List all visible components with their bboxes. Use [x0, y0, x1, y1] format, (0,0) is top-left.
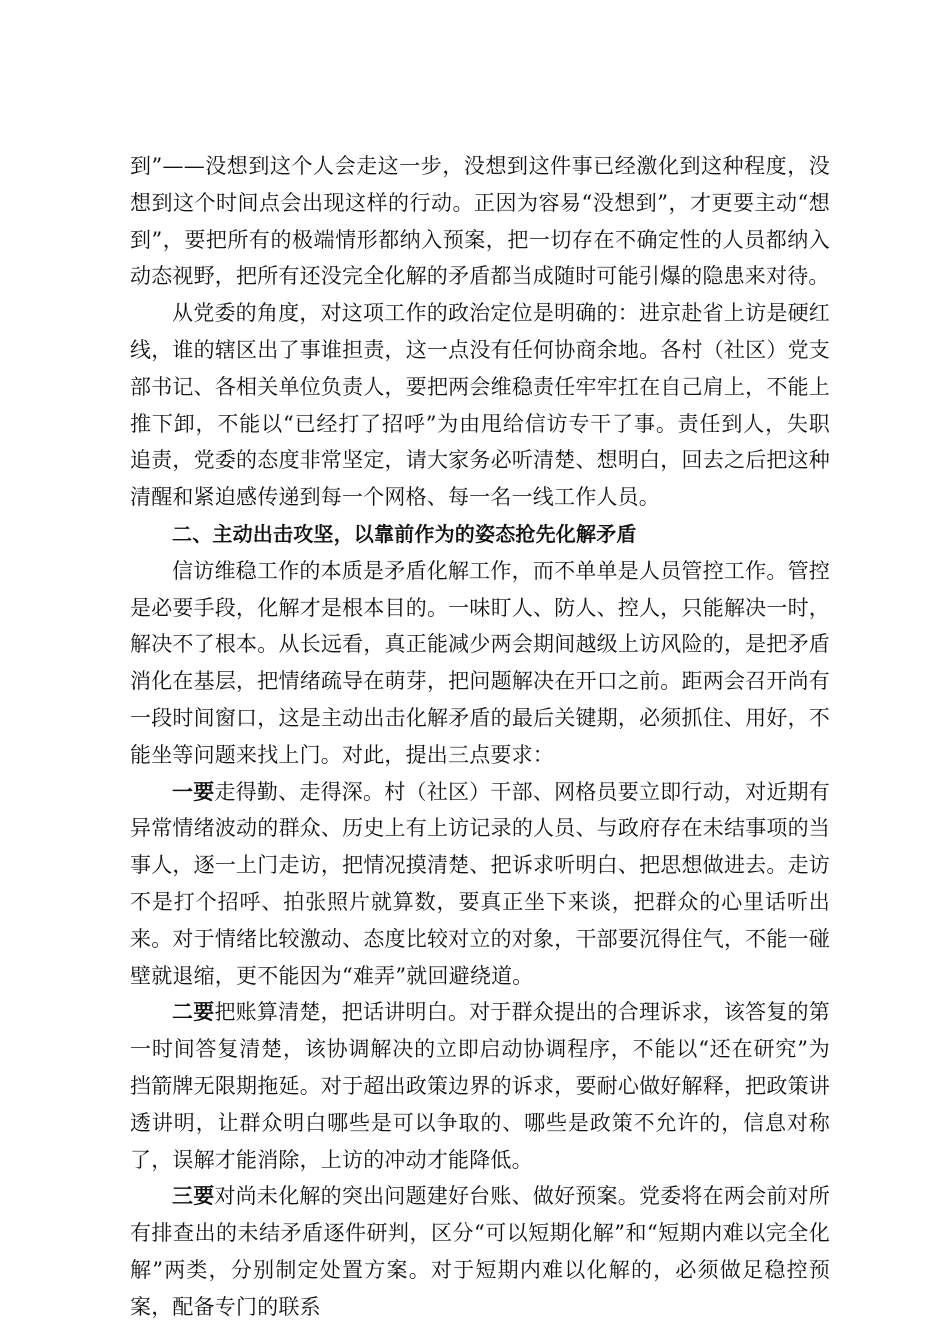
requirement-2-lead: 二要	[172, 999, 215, 1025]
paragraph-party-committee-position: 从党委的角度，对这项工作的政治定位是明确的：进京赴省上访是硬红线，谁的辖区出了事谁担责，这一点没有任何协商余地。各村（社区）党支部书记、各相关单位负责人，要把两会维稳责任牢牢扛在自己肩上，不能上推下卸，不能以“已经打了招呼”为由甩给信访专干了事。责任到人，失职追责，党委的态度非常坚定，请大家务必听清楚、想明白，回去之后把这种清醒和紧迫感传递到每一个网格、每一名一线工作人员。	[130, 301, 830, 510]
paragraph-resolve-conflicts: 信访维稳工作的本质是矛盾化解工作，而不单单是人员管控工作。管控是必要手段，化解才是根本目的。一味盯人、防人、控人，只能解决一时，解决不了根本。从长远看，真正能减少两会期间越级上访风险的，是把矛盾消化在基层，把情绪疏导在萌芽，把问题解决在开口之前。距两会召开尚有一段时间窗口，这是主动出击化解矛盾的最后关键期，必须抓住、用好，不能坐等问题来找上门。对此，提出三点要求：	[130, 558, 830, 767]
paragraph-continuation: 到”——没想到这个人会走这一步，没想到这件事已经激化到这种程度，没想到这个时间点会出现这样的行动。正因为容易“没想到”，才更要主动“想到”，要把所有的极端情形都纳入预案，把一切存在不确定性的人员都纳入动态视野，把所有还没完全化解的矛盾都当成随时可能引爆的隐患来对待。	[130, 154, 830, 289]
requirement-3-text: 对尚未化解的突出问题建好台账、做好预案。党委将在两会前对所有排查出的未结矛盾逐件研判，区分“可以短期化解”和“短期内难以完全化解”两类，分别制定处置方案。对于短期内难以化解的，必须做足稳控预案，配备专门的联系	[130, 1184, 830, 1319]
requirement-1-text: 走得勤、走得深。村（社区）干部、网格员要立即行动，对近期有异常情绪波动的群众、历史上有上访记录的人员、与政府存在未结事项的当事人，逐一上门走访，把情况摸清楚、把诉求听明白、把思想做进去。走访不是打个招呼、拍张照片就算数，要真正坐下来谈，把群众的心里话听出来。对于情绪比较激动、态度比较对立的对象，干部要沉得住气，不能一碰壁就退缩，更不能因为“难弄”就回避绕道。	[130, 779, 830, 988]
requirement-3	[130, 1178, 830, 1325]
requirement-1-lead: 一要	[172, 778, 215, 804]
requirement-1	[130, 774, 830, 995]
section-heading-2: 二、主动出击攻坚，以靠前作为的姿态抢先化解矛盾	[172, 521, 637, 546]
document-body	[130, 148, 830, 1326]
requirement-2-text: 把账算清楚，把话讲明白。对于群众提出的合理诉求，该答复的第一时间答复清楚，该协调解决的立即启动协调程序，不能以“还在研究”为挡箭牌无限期拖延。对于超出政策边界的诉求，要耐心做好解释，把政策讲透讲明，让群众明白哪些是可以争取的、哪些是政策不允许的，信息对称了，误解才能消除，上访的冲动才能降低。	[130, 1000, 830, 1172]
requirement-2	[130, 994, 830, 1178]
requirement-3-lead: 三要	[172, 1183, 215, 1209]
